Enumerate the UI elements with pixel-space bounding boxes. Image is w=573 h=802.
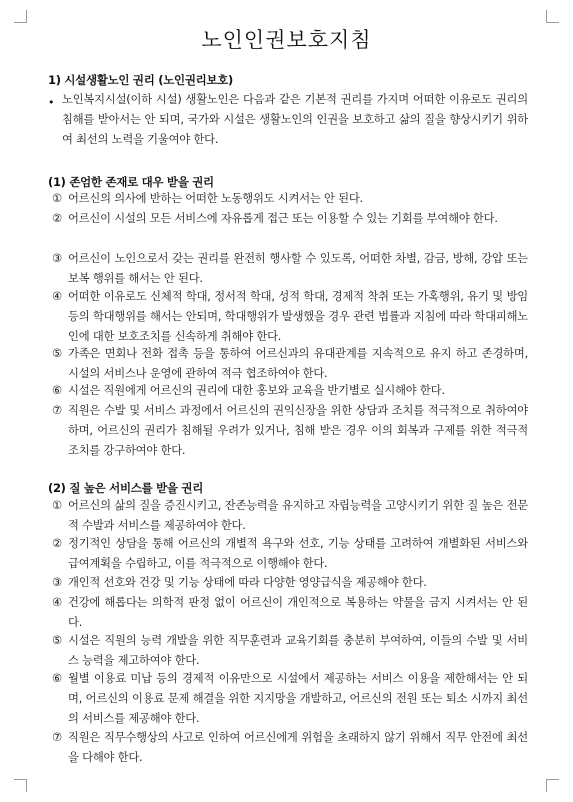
sub1-item-4 (52, 287, 528, 347)
sub1-item-7 (52, 401, 528, 461)
document-title: 노인인권보호지침 (201, 28, 372, 52)
sub2-heading: (2) 질 높은 서비스를 받을 권리 (48, 481, 204, 495)
sub1-item-6 (52, 381, 528, 401)
sub2-item-6 (52, 669, 528, 729)
sub2-item-7 (52, 728, 528, 768)
bullet-icon: • (48, 96, 55, 109)
sub2-item-3 (52, 573, 528, 593)
item-text: 어떠한 이유로도 신체적 학대, 정서적 학대, 성적 학대, 경제적 착취 또는 가혹행위, 유기 및 방임 등의 학대행위를 해서는 안되며, 학대행위가 발생했을 경우 관련 법률과 지침에 따라 학대피해노인에 대한 보호조치를 신속하게 취해야 한다. (68, 290, 528, 343)
item-number: ④ (52, 290, 62, 303)
sub1-heading: (1) 존엄한 존재로 대우 받을 권리 (48, 175, 214, 189)
crop-mark-top-right (546, 10, 559, 23)
item-text: 시설은 직원에게 어르신의 권리에 대한 홍보와 교육을 반기별로 실시해야 한다. (68, 384, 445, 397)
item-text: 시설은 직원의 능력 개발을 위한 직무훈련과 교육기회를 충분히 부여하여, 이들의 수발 및 서비스 능력을 제고하여야 한다. (68, 634, 528, 667)
crop-mark-top-left (14, 10, 27, 23)
item-text: 어르신의 삶의 질을 증진시키고, 잔존능력을 유지하고 자립능력을 고양시키기 위한 질 높은 전문적 수발과 서비스를 제공하여야 한다. (68, 499, 528, 532)
item-number: ① (52, 499, 62, 512)
sub2-item-2 (52, 534, 528, 574)
sub1-item-2 (52, 209, 528, 229)
sub1-item-5 (52, 344, 528, 384)
item-text: 개인적 선호와 건강 및 기능 상태에 따라 다양한 영양급식을 제공해야 한다. (68, 576, 427, 589)
item-text: 월별 이용료 미납 등의 경제적 이유만으로 시설에서 제공하는 서비스 이용을 제한해서는 안 되며, 어르신의 이용료 문제 해결을 위한 지지망을 개발하고, 어르신의 전원 또는 퇴소 시까지 최선의 서비스를 제공해야 한다. (68, 672, 528, 725)
item-text: 정기적인 상담을 통해 어르신의 개별적 욕구와 선호, 기능 상태를 고려하여 개별화된 서비스와 급여계획을 수립하고, 이를 적극적으로 이행해야 한다. (68, 537, 528, 570)
item-text: 어르신이 시설의 모든 서비스에 자유롭게 접근 또는 이용할 수 있는 기회를 부여해야 한다. (68, 212, 498, 225)
item-number: ⑤ (52, 347, 62, 360)
item-number: ⑥ (52, 672, 62, 685)
item-text: 어르신이 노인으로서 갖는 권리를 완전히 행사할 수 있도록, 어떠한 차별, 감금, 방해, 강압 또는 보복 행위를 해서는 안 된다. (68, 252, 528, 285)
item-text: 직원은 수발 및 서비스 과정에서 어르신의 권익신장을 위한 상담과 조치를 적극적으로 취하여야 하며, 어르신의 권리가 침해될 우려가 있거나, 침해 받은 경우 이의 회복과 구제를 위한 적극적 조치를 강구하여야 한다. (68, 404, 528, 457)
item-text: 직원은 직무수행상의 사고로 인하여 어르신에게 위험을 초래하지 않기 위해서 직무 안전에 최선을 다해야 한다. (68, 731, 528, 764)
sub1-item-1 (52, 189, 528, 209)
section1-intro: 노인복지시설(이하 시설) 생활노인은 다음과 같은 기본적 권리를 가지며 어떠한 이유로도 권리의 침해를 받아서는 안 되며, 국가와 시설은 생활노인의 인권을 보호하고 삶의 질을 향상시키기 위하여 최선의 노력을 기울여야 한다. (62, 93, 528, 146)
item-number: ④ (52, 596, 62, 609)
sub2-item-5 (52, 631, 528, 671)
crop-mark-bottom-left (14, 779, 27, 792)
item-number: ② (52, 212, 62, 225)
item-number: ⑦ (52, 731, 62, 744)
item-number: ③ (52, 576, 62, 589)
item-number: ⑦ (52, 404, 62, 417)
item-text: 가족은 면회나 전화 접촉 등을 통하여 어르신과의 유대관계를 지속적으로 유지 하고 존경하며, 시설의 서비스나 운영에 관하여 적극 협조하여야 한다. (68, 347, 528, 380)
item-number: ③ (52, 252, 62, 265)
item-number: ② (52, 537, 62, 550)
sub1-item-3 (52, 249, 528, 289)
item-number: ⑥ (52, 384, 62, 397)
item-number: ① (52, 192, 62, 205)
item-number: ⑤ (52, 634, 62, 647)
sub2-item-1 (52, 496, 528, 536)
sub2-item-4 (52, 593, 528, 633)
item-text: 어르신의 의사에 반하는 어떠한 노동행위도 시켜서는 안 된다. (68, 192, 363, 205)
crop-mark-bottom-right (546, 779, 559, 792)
item-text: 건강에 해롭다는 의학적 판정 없이 어르신이 개인적으로 복용하는 약물을 금지 시켜서는 안 된다. (68, 596, 528, 629)
section1-heading: 1) 시설생활노인 권리 (노인권리보호) (48, 73, 234, 87)
